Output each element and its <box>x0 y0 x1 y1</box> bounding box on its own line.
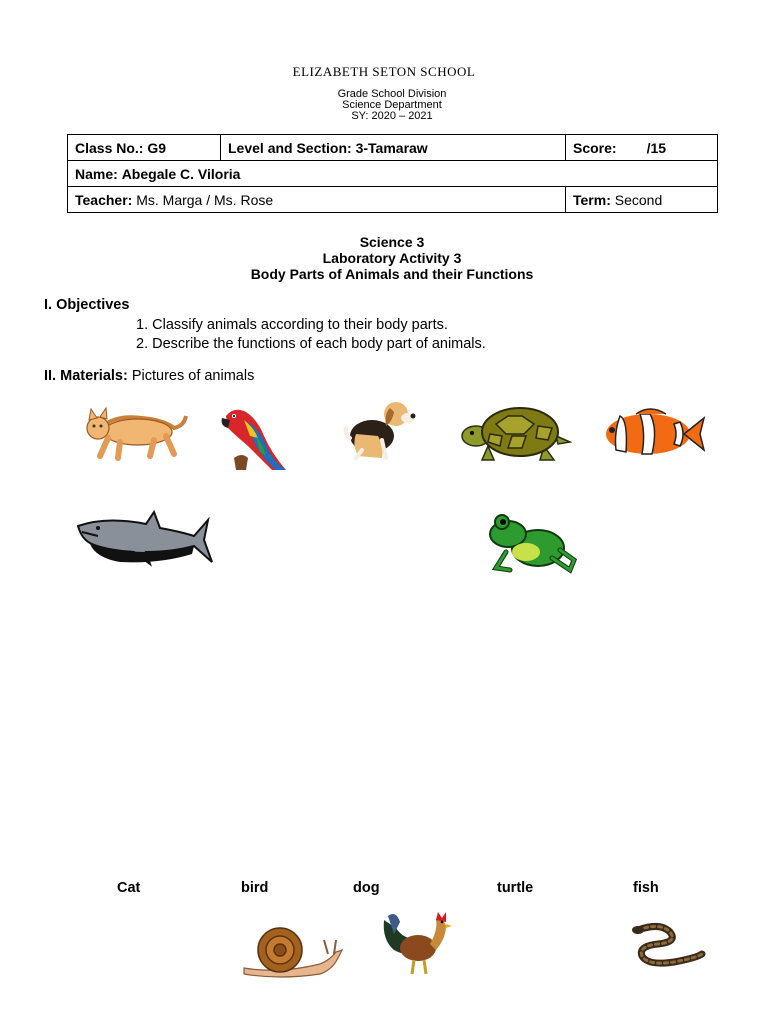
frog-icon <box>486 512 578 578</box>
level-cell: Level and Section: 3-Tamaraw <box>221 135 566 161</box>
teacher-cell: Teacher: Ms. Marga / Ms. Rose <box>68 187 566 213</box>
materials-heading: II. Materials: <box>44 368 128 384</box>
activity-title: Laboratory Activity 3 <box>322 250 462 266</box>
school-year: SY: 2020 – 2021 <box>351 110 433 122</box>
objective-item: 1. Classify animals according to their body parts. <box>136 317 448 333</box>
materials-line <box>44 368 254 384</box>
label-dog: dog <box>353 880 380 896</box>
department: Science Department <box>342 99 442 111</box>
objective-item: 2. Describe the functions of each body part of animals. <box>136 336 486 352</box>
dog-icon <box>342 400 420 462</box>
class-no-cell: Class No.: G9 <box>68 135 221 161</box>
snake-icon <box>630 920 708 970</box>
cat-icon <box>80 404 188 462</box>
rooster-icon <box>380 910 454 978</box>
clownfish-icon <box>600 404 706 458</box>
shark-icon <box>76 510 214 568</box>
label-turtle: turtle <box>497 880 534 896</box>
school-name: ELIZABETH SETON SCHOOL <box>292 64 476 79</box>
turtle-icon <box>460 402 572 466</box>
subject-title: Science 3 <box>359 234 425 250</box>
info-table <box>67 134 718 213</box>
materials-text: Pictures of animals <box>131 368 255 384</box>
division: Grade School Division <box>337 88 447 100</box>
score-cell: Score: /15 <box>566 135 718 161</box>
label-cat: Cat <box>117 880 141 896</box>
name-cell: Name: Abegale C. Viloria <box>68 161 718 187</box>
term-cell: Term: Second <box>566 187 718 213</box>
topic-title: Body Parts of Animals and their Functions <box>250 266 534 282</box>
objectives-heading: I. Objectives <box>44 297 130 313</box>
parrot-icon <box>218 406 290 472</box>
snail-icon <box>240 924 346 978</box>
label-fish: fish <box>633 880 659 896</box>
label-bird: bird <box>241 880 269 896</box>
